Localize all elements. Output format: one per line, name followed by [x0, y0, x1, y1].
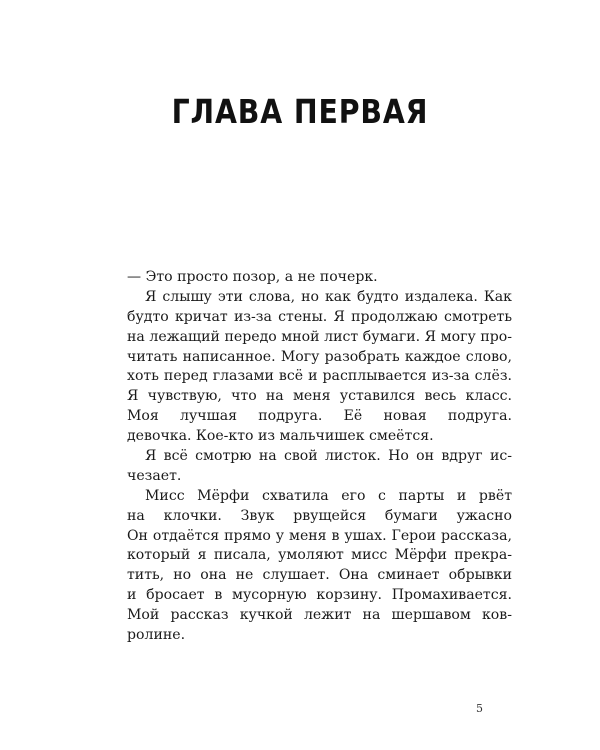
text-line: хоть перед глазами всё и расплывается из-за слёз.	[127, 368, 512, 385]
text-line: Я всё смотрю на свой листок. Но он вдруг ис-	[145, 448, 512, 465]
text-line: Мисс Мёрфи схватила его с парты и рвёт	[145, 487, 512, 504]
text-line: на лежащий передо мной лист бумаги. Я могу про-	[127, 328, 512, 345]
text-line: Он отдаётся прямо у меня в ушах. Герои рассказа,	[127, 527, 512, 544]
page-number: 5	[476, 702, 483, 715]
text-line: на клочки. Звук рвущейся бумаги ужасно	[127, 507, 512, 524]
text-line: будто кричат из-за стены. Я продолжаю смотреть	[127, 308, 512, 325]
text-line: и бросает в мусорную корзину. Промахивается.	[127, 587, 512, 604]
text-line: читать написанное. Могу разобрать каждое слово,	[127, 348, 512, 365]
text-line: девочка. Кое-кто из мальчишек смеётся.	[127, 428, 434, 445]
text-line: ролине.	[127, 627, 186, 644]
text-line: Мой рассказ кучкой лежит на шершавом ков-	[127, 607, 512, 624]
text-line: — Это просто позор, а не почерк.	[127, 269, 378, 285]
text-line: тить, но она не слушает. Она сминает обрывки	[127, 567, 512, 584]
text-line: Я чувствую, что на меня уставился весь класс.	[127, 388, 512, 405]
text-line: чезает.	[127, 467, 182, 484]
text-line: Я слышу эти слова, но как будто издалека. Как	[145, 288, 512, 305]
text-line: который я писала, умоляют мисс Мёрфи прекра-	[127, 547, 512, 564]
text-line: Моя лучшая подруга. Её новая подруга.	[127, 408, 512, 425]
body-text	[127, 268, 512, 646]
chapter-title: ГЛАВА ПЕРВАЯ	[171, 92, 429, 131]
